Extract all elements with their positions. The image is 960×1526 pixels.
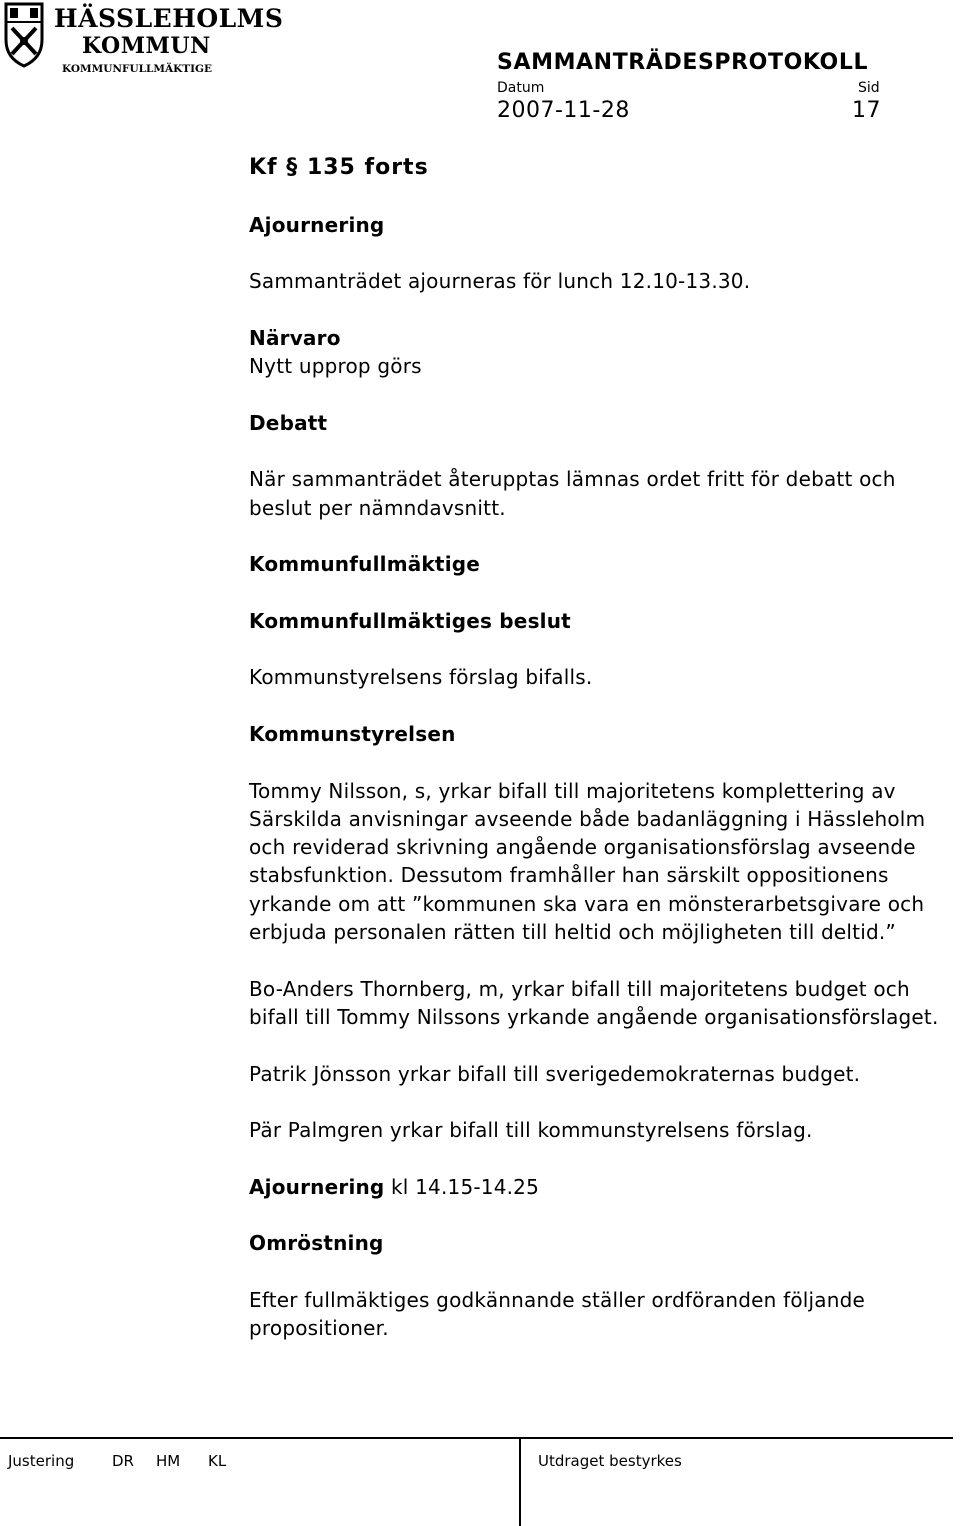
heading-ajournering: Ajournering bbox=[249, 212, 385, 237]
page-label: Sid bbox=[858, 80, 880, 96]
paragraph-palmgren: Pär Palmgren yrkar bifall till kommunstyrelsens förslag. bbox=[249, 1118, 813, 1143]
justering-label: Justering bbox=[8, 1452, 75, 1470]
paragraph-beslut: Kommunstyrelsens förslag bifalls. bbox=[249, 665, 593, 690]
initials-1: DR bbox=[112, 1452, 134, 1470]
paragraph-narvaro: Nytt upprop görs bbox=[249, 354, 422, 379]
heading-debatt: Debatt bbox=[249, 410, 328, 435]
paragraph-omrostning: Efter fullmäktiges godkännande ställer ordföranden följande propositioner. bbox=[249, 1287, 866, 1341]
footer-divider bbox=[519, 1437, 521, 1526]
heading-kommunfullmaktiges-beslut: Kommunfullmäktiges beslut bbox=[249, 608, 571, 633]
document-type: SAMMANTRÄDESPROTOKOLL bbox=[497, 50, 869, 75]
ajournering-time: kl 14.15-14.25 bbox=[384, 1174, 540, 1199]
heading-ajournering-2: Ajournering bbox=[249, 1174, 385, 1199]
initials-3: KL bbox=[208, 1452, 227, 1470]
section-title: Kf § 135 forts bbox=[249, 155, 429, 180]
logo-name-line1: HÄSSLEHOLMS bbox=[54, 4, 284, 33]
heading-kommunstyrelsen: Kommunstyrelsen bbox=[249, 721, 456, 746]
paragraph-jonsson: Patrik Jönsson yrkar bifall till sverigedemokraternas budget. bbox=[249, 1061, 861, 1086]
heading-narvaro: Närvaro bbox=[249, 325, 341, 350]
footer-rule bbox=[0, 1437, 953, 1439]
logo-name-line2: KOMMUN bbox=[82, 33, 211, 59]
coat-of-arms-icon bbox=[2, 2, 46, 68]
paragraph-nilsson: Tommy Nilsson, s, yrkar bifall till majoritetens komplettering av Särskilda anvisningar avseende både badanläggning i Hässleholm och reviderad skrivning angående organisationsförslag avseende stabsfunktion. Dessutom framhåller han särskilt oppositionens yrkande om att ”kommunen ska vara en mönsterarbetsgivare och erbjuda personalen rätten till heltid och möjligheten till deltid.” bbox=[249, 778, 926, 945]
logo-subtitle: KOMMUNFULLMÄKTIGE bbox=[62, 63, 212, 75]
date-label: Datum bbox=[497, 80, 545, 96]
ajournering-line bbox=[249, 1173, 955, 1201]
protocol-body bbox=[249, 154, 955, 1342]
paragraph-ajournering: Sammanträdet ajourneras för lunch 12.10-13.30. bbox=[249, 269, 751, 294]
page-number: 17 bbox=[852, 98, 881, 123]
utdrag-label: Utdraget bestyrkes bbox=[538, 1452, 682, 1470]
paragraph-thornberg: Bo-Anders Thornberg, m, yrkar bifall till majoritetens budget och bifall till Tommy Nilssons yrkande angående organisationsförslaget. bbox=[249, 976, 939, 1029]
heading-omrostning: Omröstning bbox=[249, 1231, 384, 1256]
initials-2: HM bbox=[156, 1452, 181, 1470]
municipality-logo bbox=[0, 0, 284, 80]
paragraph-debatt: När sammanträdet återupptas lämnas ordet fritt för debatt och beslut per nämndavsnitt. bbox=[249, 467, 896, 520]
meeting-date: 2007-11-28 bbox=[497, 98, 630, 123]
heading-kommunfullmaktige: Kommunfullmäktige bbox=[249, 552, 481, 577]
